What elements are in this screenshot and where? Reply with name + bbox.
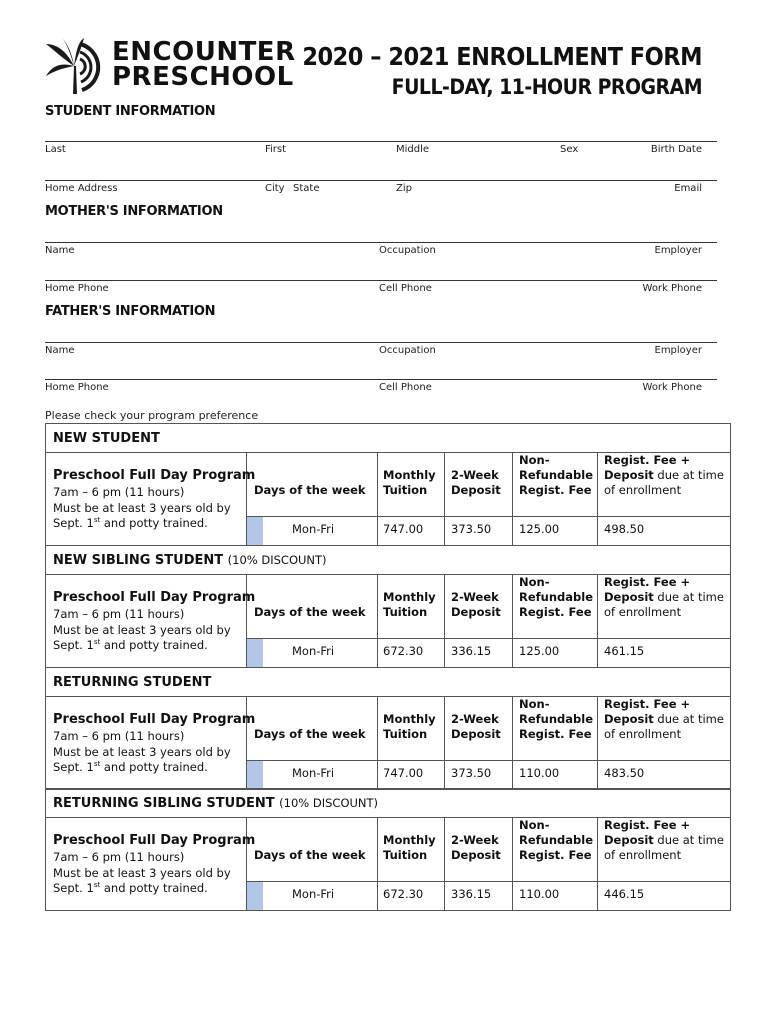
form-title (302, 42, 702, 102)
monthly-header-2: Tuition (383, 848, 428, 862)
program-table-grid (46, 697, 730, 789)
program-table-grid (46, 575, 730, 667)
logo-line-1: ENCOUNTER (112, 37, 296, 67)
deposit-header-1: 2-Week (451, 833, 499, 847)
fee-header-1: Non- (519, 818, 550, 832)
due-value: 461.15 (604, 644, 645, 658)
program-requirement-1: Must be at least 3 years old by (53, 866, 231, 880)
program-hours: 7am – 6 pm (11 hours) (53, 729, 185, 743)
father-row-1[interactable] (45, 342, 717, 360)
fee-header-3: Regist. Fee (519, 848, 592, 862)
program-checkbox[interactable] (247, 882, 263, 910)
fee-value: 110.00 (519, 887, 560, 901)
mother-work-phone-label: Work Phone (642, 283, 702, 294)
monthly-value: 747.00 (383, 522, 424, 536)
days-value: Mon-Fri (292, 644, 335, 658)
due-header-2: Deposit due at time (604, 590, 724, 604)
student-row-2[interactable] (45, 180, 717, 198)
program-requirement-2: Sept. 1st and potty trained. (53, 638, 208, 652)
form-title-sub: FULL-DAY, 11-HOUR PROGRAM (391, 75, 702, 99)
days-value: Mon-Fri (292, 766, 335, 780)
due-header-1: Regist. Fee + (604, 697, 691, 711)
program-table (45, 788, 731, 911)
program-preference-label: Please check your program preference (45, 409, 259, 422)
due-header-3: of enrollment (604, 727, 682, 741)
discount-label: (10% DISCOUNT) (279, 796, 379, 810)
program-hours: 7am – 6 pm (11 hours) (53, 607, 185, 621)
monthly-value: 672.30 (383, 644, 424, 658)
program-requirement-1: Must be at least 3 years old by (53, 623, 231, 637)
fee-header-1: Non- (519, 575, 550, 589)
deposit-header-2: Deposit (451, 605, 501, 619)
monthly-header-2: Tuition (383, 483, 428, 497)
fee-header-3: Regist. Fee (519, 483, 592, 497)
fee-value: 110.00 (519, 766, 560, 780)
deposit-value: 336.15 (451, 644, 492, 658)
birth-date-label: Birth Date (650, 144, 702, 155)
program-table-grid (46, 818, 730, 910)
deposit-value: 336.15 (451, 887, 492, 901)
fee-header-2: Refundable (519, 468, 593, 482)
program-type-label: NEW SIBLING STUDENT (53, 553, 224, 568)
fee-header-2: Refundable (519, 712, 593, 726)
monthly-value: 672.30 (383, 887, 424, 901)
state-label: State (293, 183, 320, 194)
fee-header-3: Regist. Fee (519, 605, 592, 619)
program-requirement-2: Sept. 1st and potty trained. (53, 881, 208, 895)
due-header-2: Deposit due at time (604, 468, 724, 482)
form-title-main: 2020 – 2021 ENROLLMENT FORM (302, 42, 702, 71)
father-work-phone-label: Work Phone (642, 382, 702, 393)
due-header-1: Regist. Fee + (604, 453, 691, 467)
monthly-header-1: Monthly (383, 833, 436, 847)
logo (44, 36, 294, 100)
days-header: Days of the week (254, 483, 366, 497)
student-row-1[interactable] (45, 141, 717, 159)
father-cell-phone-label: Cell Phone (379, 382, 432, 393)
zip-label: Zip (396, 183, 412, 194)
mother-info-heading: MOTHER'S INFORMATION (45, 204, 223, 219)
days-value: Mon-Fri (292, 887, 335, 901)
fee-value: 125.00 (519, 644, 560, 658)
program-name: Preschool Full Day Program (53, 590, 256, 605)
father-occupation-label: Occupation (379, 345, 436, 356)
mother-row-1[interactable] (45, 242, 717, 260)
program-table-grid (46, 453, 730, 545)
monthly-header-2: Tuition (383, 605, 428, 619)
first-name-label: First (265, 144, 287, 155)
days-header: Days of the week (254, 605, 366, 619)
program-table-title (46, 424, 730, 453)
palm-tree-logo-icon (44, 36, 106, 96)
program-type-label: NEW STUDENT (53, 431, 160, 446)
monthly-value: 747.00 (383, 766, 424, 780)
fee-header-3: Regist. Fee (519, 727, 592, 741)
monthly-header-1: Monthly (383, 468, 436, 482)
program-requirement-2: Sept. 1st and potty trained. (53, 760, 208, 774)
program-table-title (46, 789, 730, 818)
program-table (45, 545, 731, 668)
middle-name-label: Middle (396, 144, 430, 155)
mother-occupation-label: Occupation (379, 245, 436, 256)
father-home-phone-label: Home Phone (45, 382, 109, 393)
days-header: Days of the week (254, 727, 366, 741)
father-info-heading: FATHER'S INFORMATION (45, 304, 216, 319)
home-address-label: Home Address (45, 183, 118, 194)
program-checkbox[interactable] (247, 761, 263, 789)
father-employer-label: Employer (654, 345, 702, 356)
mother-home-phone-label: Home Phone (45, 283, 109, 294)
discount-label: (10% DISCOUNT) (227, 553, 327, 567)
program-checkbox[interactable] (247, 639, 263, 667)
due-header-2: Deposit due at time (604, 833, 724, 847)
deposit-header-2: Deposit (451, 727, 501, 741)
deposit-header-2: Deposit (451, 848, 501, 862)
logo-text (112, 37, 296, 92)
program-requirement-1: Must be at least 3 years old by (53, 745, 231, 759)
due-header-1: Regist. Fee + (604, 818, 691, 832)
due-value: 498.50 (604, 522, 645, 536)
program-table-title (46, 546, 730, 575)
monthly-header-2: Tuition (383, 727, 428, 741)
sex-label: Sex (560, 144, 579, 155)
program-type-label: RETURNING SIBLING STUDENT (53, 796, 275, 811)
program-table (45, 423, 731, 546)
email-label: Email (674, 183, 702, 194)
due-value: 483.50 (604, 766, 645, 780)
days-header: Days of the week (254, 848, 366, 862)
student-info-heading: STUDENT INFORMATION (45, 104, 216, 119)
fee-header-1: Non- (519, 697, 550, 711)
mother-employer-label: Employer (654, 245, 702, 256)
due-header-3: of enrollment (604, 605, 682, 619)
program-requirement-2: Sept. 1st and potty trained. (53, 516, 208, 530)
father-row-2[interactable] (45, 379, 717, 397)
due-header-2: Deposit due at time (604, 712, 724, 726)
fee-header-2: Refundable (519, 590, 593, 604)
program-hours: 7am – 6 pm (11 hours) (53, 850, 185, 864)
fee-header-2: Refundable (519, 833, 593, 847)
logo-line-2: PRESCHOOL (112, 62, 294, 92)
program-table-title (46, 668, 730, 697)
due-header-1: Regist. Fee + (604, 575, 691, 589)
due-value: 446.15 (604, 887, 645, 901)
last-name-label: Last (45, 144, 66, 155)
program-type-label: RETURNING STUDENT (53, 675, 212, 690)
program-name: Preschool Full Day Program (53, 833, 256, 848)
due-header-3: of enrollment (604, 848, 682, 862)
due-header-3: of enrollment (604, 483, 682, 497)
program-hours: 7am – 6 pm (11 hours) (53, 485, 185, 499)
mother-name-label: Name (45, 245, 75, 256)
deposit-value: 373.50 (451, 766, 492, 780)
fee-value: 125.00 (519, 522, 560, 536)
deposit-header-1: 2-Week (451, 590, 499, 604)
days-value: Mon-Fri (292, 522, 335, 536)
program-name: Preschool Full Day Program (53, 712, 256, 727)
city-label: City (265, 183, 285, 194)
deposit-header-2: Deposit (451, 483, 501, 497)
mother-row-2[interactable] (45, 280, 717, 298)
deposit-header-1: 2-Week (451, 712, 499, 726)
fee-header-1: Non- (519, 453, 550, 467)
program-checkbox[interactable] (247, 517, 263, 545)
father-name-label: Name (45, 345, 75, 356)
deposit-value: 373.50 (451, 522, 492, 536)
monthly-header-1: Monthly (383, 590, 436, 604)
deposit-header-1: 2-Week (451, 468, 499, 482)
program-name: Preschool Full Day Program (53, 468, 256, 483)
mother-cell-phone-label: Cell Phone (379, 283, 432, 294)
program-table (45, 667, 731, 790)
program-requirement-1: Must be at least 3 years old by (53, 501, 231, 515)
monthly-header-1: Monthly (383, 712, 436, 726)
